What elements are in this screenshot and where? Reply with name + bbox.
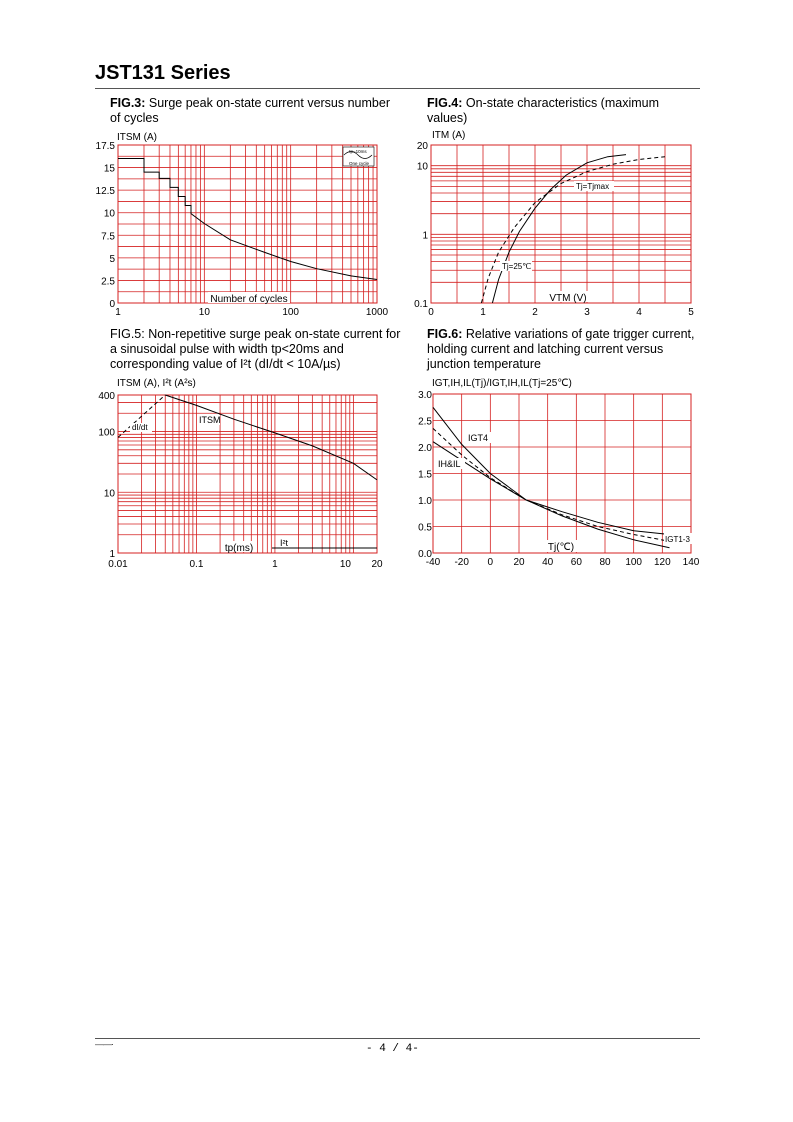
fig5-x-tick-label: 0.1 [189, 559, 204, 570]
fig4-caption-text: On-state characteristics (maximum values) [427, 96, 659, 125]
fig4-x-tick-label: 1 [480, 307, 486, 318]
fig3-x-tick-label: 1 [115, 307, 121, 318]
fig5-x-axis-label: tp(ms) [224, 543, 254, 554]
fig3-caption-text: Surge peak on-state current versus number of cycles [110, 96, 390, 125]
fig4-series-label: Tj=25℃ [502, 262, 532, 271]
fig5-y-tick-label: 100 [98, 427, 115, 439]
fig4-x-tick-label: 3 [584, 307, 590, 318]
footer-mark: ——· [95, 1039, 113, 1049]
fig6-y-tick-label: 2.0 [418, 443, 432, 454]
fig6-caption-text: Relative variations of gate trigger current, holding current and latching current versus junction temperature [427, 327, 695, 371]
fig4-x-tick-label: 0 [428, 307, 434, 318]
fig5-annotation: ITSM [199, 415, 221, 425]
fig6-x-tick-label: 80 [599, 557, 611, 568]
fig4-x-tick-label: 2 [532, 307, 538, 318]
fig3-y-tick-label: 5 [109, 253, 115, 265]
fig3-x-axis-label: Number of cycles [210, 294, 288, 305]
fig6-x-tick-label: 40 [542, 557, 554, 568]
fig3-y-tick-label: 2.5 [101, 276, 115, 288]
fig6-x-tick-label: -40 [425, 557, 441, 568]
fig4-x-axis-label: VTM (V) [549, 293, 587, 304]
fig6-x-axis-label: Tj(℃) [547, 542, 575, 553]
fig3-y-tick-label: 7.5 [101, 231, 115, 243]
fig6-x-tick-label: 100 [625, 557, 643, 568]
fig6-y-tick-label: 0.5 [418, 522, 432, 534]
fig3-y-tick-label: 10 [103, 208, 115, 220]
fig6-x-tick-label: -20 [454, 557, 469, 568]
page-number: - 4 / 4- [366, 1043, 419, 1055]
fig5-y-tick-label: 10 [103, 488, 115, 500]
fig3-y-tick-label: 0 [109, 299, 115, 310]
fig6-y-tick-label: 0.0 [418, 549, 432, 560]
fig5-y-axis-label: ITSM (A), I²t (A²s) [117, 378, 196, 389]
fig4-y-tick-label: 1 [422, 230, 428, 242]
fig3-legend-text: tp=10ms [349, 149, 367, 154]
fig5-annotation: I²t [280, 538, 288, 548]
fig5-x-tick-label: 1 [272, 559, 278, 570]
fig5-y-tick-label: 1 [109, 549, 115, 560]
fig5-y-tick-label: 400 [98, 391, 115, 402]
fig3-y-tick-label: 12.5 [95, 186, 115, 198]
fig5-caption-text: FIG.5: Non-repetitive surge peak on-state current for a sinusoidal pulse with width tp<20ms and corresponding value of I²t (dI/dt < 10A/µs) [110, 327, 401, 371]
fig5-x-tick-label: 10 [339, 559, 351, 570]
fig5-annotation: dI/dt [132, 423, 148, 432]
fig4-y-tick-label: 20 [416, 141, 428, 152]
footer-rule [95, 1038, 700, 1039]
fig3-series-line [118, 159, 377, 280]
fig6-label: FIG.6: [427, 327, 463, 341]
fig4-label: FIG.4: [427, 96, 463, 110]
fig6-x-tick-label: 20 [513, 557, 525, 568]
fig3-legend-text: One cycle [348, 161, 370, 166]
fig3-x-tick-label: 100 [282, 307, 300, 318]
fig4-y-axis-label: ITM (A) [432, 130, 466, 141]
fig6-series-label: IGT4 [468, 433, 489, 443]
fig3-x-tick-label: 1000 [365, 307, 389, 318]
fig6-series-label: IH&IL [438, 459, 461, 469]
fig5-x-tick-label: 20 [371, 559, 383, 570]
fig4-series-label: Tj=Tjmax [576, 182, 610, 191]
fig6-x-tick-label: 60 [570, 557, 582, 568]
page-title: JST131 Series [95, 62, 231, 84]
fig4-x-tick-label: 5 [688, 307, 694, 318]
fig6-y-tick-label: 3.0 [418, 390, 432, 401]
fig6-y-tick-label: 2.5 [418, 416, 432, 428]
fig5-x-tick-label: 0.01 [108, 559, 128, 570]
fig4-x-tick-label: 4 [636, 307, 642, 318]
fig3-y-tick-label: 15 [103, 163, 115, 175]
fig4-series-line [492, 155, 626, 303]
fig4-y-tick-label: 0.1 [414, 299, 428, 310]
fig6-x-tick-label: 140 [682, 557, 700, 568]
fig6-series-label: IGT1-3 [665, 535, 690, 544]
fig6-x-tick-label: 0 [487, 557, 494, 568]
fig6-y-tick-label: 1.0 [418, 496, 432, 507]
fig6-x-tick-label: 120 [653, 557, 671, 568]
fig3-x-tick-label: 10 [198, 307, 210, 318]
fig4-y-tick-label: 10 [416, 161, 428, 173]
fig6-y-axis-label: IGT,IH,IL(Tj)/IGT,IH,IL(Tj=25℃) [432, 378, 572, 389]
fig3-label: FIG.3: [110, 96, 146, 110]
fig3-y-tick-label: 17.5 [95, 141, 115, 152]
fig6-y-tick-label: 1.5 [418, 469, 432, 481]
fig3-y-axis-label: ITSM (A) [117, 132, 157, 143]
